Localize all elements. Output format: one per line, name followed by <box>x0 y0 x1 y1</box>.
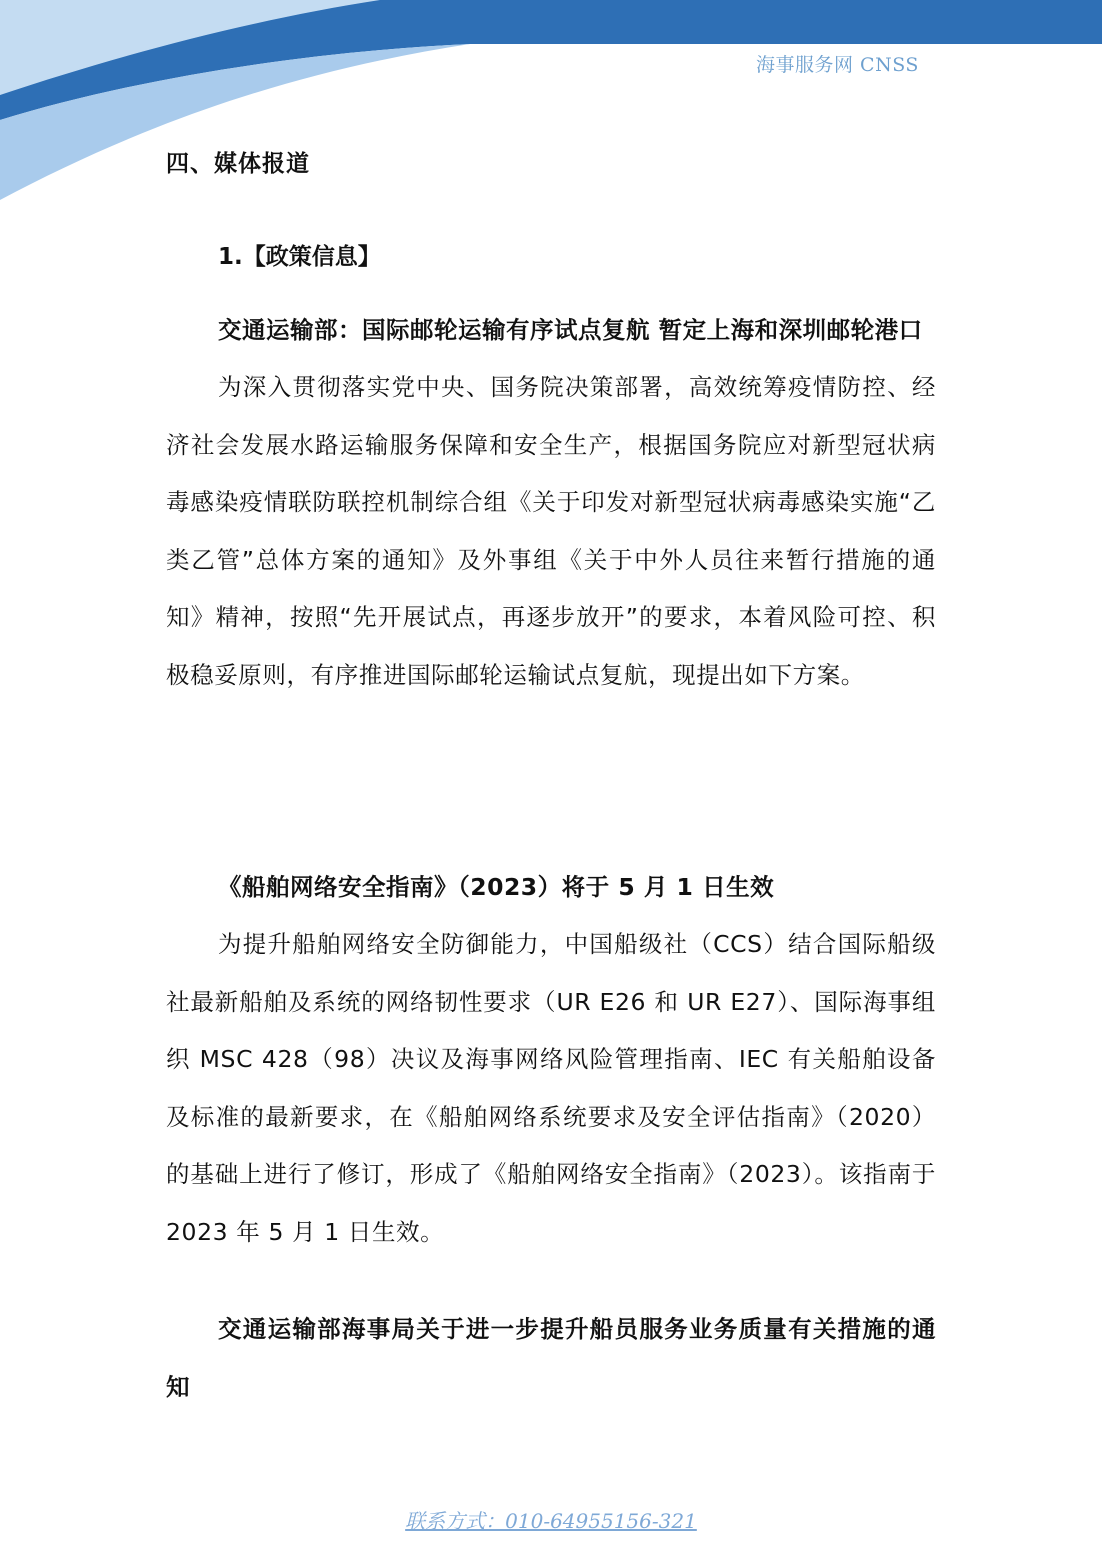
section-title: 四、媒体报道 <box>166 151 310 177</box>
header-decoration <box>0 0 1102 210</box>
article-2 <box>166 858 936 1262</box>
article-headline: 交通运输部：国际邮轮运输有序试点复航 暂定上海和深圳邮轮港口 <box>218 316 923 344</box>
article-headline: 交通运输部海事局关于进一步提升船员服务业务质量有关措施的通知 <box>166 1315 936 1401</box>
brand-label: 海事服务网 CNSS <box>756 54 919 76</box>
article-3 <box>166 1300 936 1416</box>
article-body: 为深入贯彻落实党中央、国务院决策部署，高效统筹疫情防控、经济社会发展水路运输服务保障和安全生产，根据国务院应对新型冠状病毒感染疫情联防联控机制综合组《关于印发对新型冠状病毒感染实施“乙类乙管”总体方案的通知》及外事组《关于中外人员往来暂行措施的通知》精神，按照“先开展试点，再逐步放开”的要求，本着风险可控、积极稳妥原则，有序推进国际邮轮运输试点复航，现提出如下方案。 <box>166 373 936 689</box>
article-body: 为提升船舶网络安全防御能力，中国船级社（CCS）结合国际船级社最新船舶及系统的网络韧性要求（UR E26 和 UR E27）、国际海事组织 MSC 428（98）决议及海事网络风险管理指南、IEC 有关船舶设备及标准的最新要求，在《船舶网络系统要求及安全评估指南》（2020）的基础上进行了修订，形成了《船舶网络安全指南》（2023）。该指南于 2023 年 5 月 1 日生效。 <box>166 930 936 1246</box>
article-headline: 《船舶网络安全指南》（2023）将于 5 月 1 日生效 <box>218 873 775 901</box>
article-1 <box>166 301 936 705</box>
footer-contact: 联系方式：010-64955156-321 <box>405 1509 697 1533</box>
subsection-title: 1.【政策信息】 <box>218 244 381 270</box>
